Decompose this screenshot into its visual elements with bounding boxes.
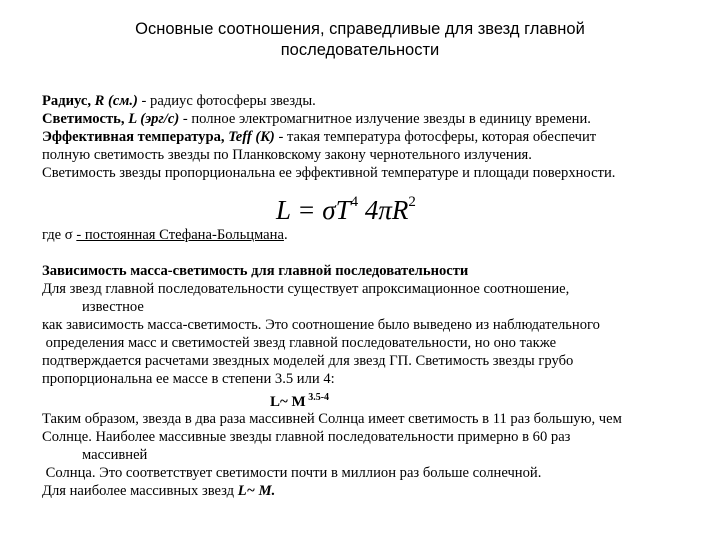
- paragraph-line-3: как зависимость масса-светимость. Это соотношение было выведено из наблюдательного: [42, 317, 600, 333]
- title-line-1: Основные соотношения, справедливые для звезд главной: [135, 20, 585, 38]
- mass-luminosity-relation: [270, 392, 329, 411]
- paragraph-line-9: массивней: [82, 447, 148, 463]
- paragraph-line-1: Для звезд главной последовательности существует апроксимационное соотношение,: [42, 281, 570, 297]
- teff-continuation: полную светимость звезды по Планковскому закону чернотельного излучения.: [42, 147, 532, 163]
- stefan-boltzmann-note: [42, 226, 288, 244]
- formula-area: 4πR: [358, 195, 409, 225]
- luminosity-formula: [276, 185, 416, 227]
- slide-title: [60, 19, 660, 61]
- luminosity-term: Светимость,: [42, 111, 129, 127]
- teff-definition: [42, 128, 596, 146]
- relation-base: L~ M: [270, 394, 306, 410]
- luminosity-symbol: L (эрг/с): [128, 111, 180, 127]
- formula-lhs: L = σT: [276, 195, 351, 225]
- teff-text: - такая температура фотосферы, которая обеспечит: [274, 129, 597, 145]
- paragraph-line-7: Таким образом, звезда в два раза массивней Солнца имеет светимость в 11 раз большую, чем: [42, 411, 622, 427]
- luminosity-text: - полное электромагнитное излучение звезды в единицу времени.: [179, 111, 591, 127]
- formula-exponent-4: 4: [350, 194, 359, 210]
- title-line-2: последовательности: [280, 41, 440, 59]
- radius-definition: [42, 92, 316, 110]
- where-suffix: .: [283, 227, 288, 243]
- radius-term: Радиус,: [42, 93, 95, 109]
- teff-term: Эффективная температура,: [42, 129, 229, 145]
- luminosity-definition: [42, 110, 591, 128]
- paragraph-line-4: определения масс и светимостей звезд главной последовательности, но оно также: [42, 335, 557, 351]
- last-line-prefix: Для наиболее массивных звезд: [42, 483, 238, 499]
- radius-symbol: R (см.): [94, 93, 138, 109]
- paragraph-line-10: Солнца. Это соответствует светимости почти в миллион раз больше солнечной.: [42, 465, 542, 481]
- where-prefix: где σ: [42, 227, 77, 243]
- paragraph-line-5: подтверждается расчетами звездных моделей для звезд ГП. Светимость звезды грубо: [42, 353, 574, 369]
- last-line-relation: L~ M.: [237, 483, 276, 499]
- mass-luminosity-heading: Зависимость масса-светимость для главной последовательности: [42, 263, 469, 279]
- proportionality-text: Светимость звезды пропорциональна ее эффективной температуре и площади поверхности.: [42, 165, 616, 181]
- paragraph-line-8: Солнце. Наиболее массивные звезды главной последовательности примерно в 60 раз: [42, 429, 571, 445]
- teff-symbol: Teff (K): [228, 129, 275, 145]
- paragraph-line-6: пропорциональна ее массе в степени 3.5 или 4:: [42, 371, 335, 387]
- paragraph-line-2: известное: [82, 299, 144, 315]
- stefan-boltzmann-link[interactable]: - постоянная Стефана-Больцмана: [76, 227, 284, 243]
- radius-text: - радиус фотосферы звезды.: [137, 93, 316, 109]
- paragraph-line-11: [42, 482, 275, 500]
- formula-exponent-2: 2: [408, 194, 416, 210]
- relation-exponent: 3.5-4: [305, 392, 330, 403]
